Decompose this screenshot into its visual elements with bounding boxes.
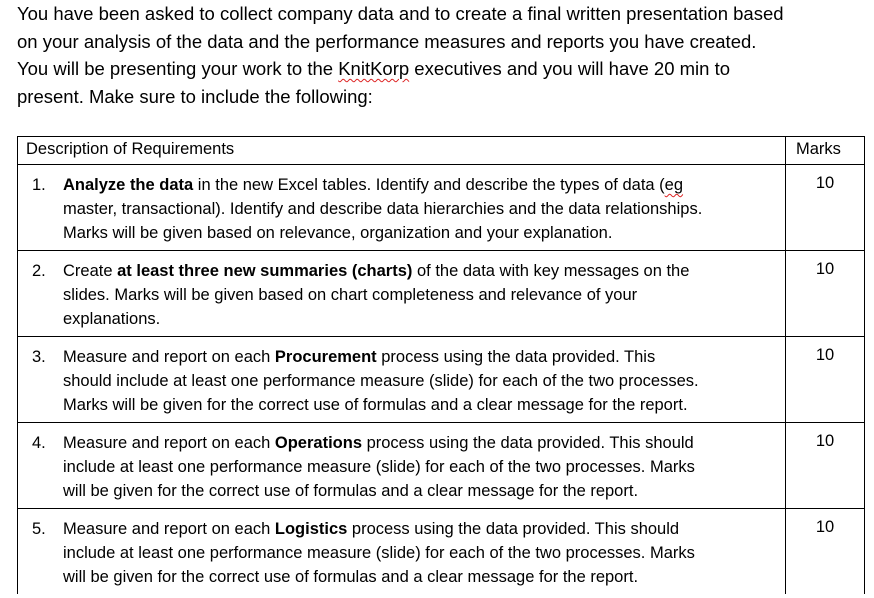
- table-row: [18, 509, 865, 595]
- description-header: Description of Requirements: [18, 137, 786, 165]
- requirement-line: [63, 283, 777, 307]
- requirement-marks: 10: [786, 509, 865, 595]
- requirement-segment: Marks will be given for the correct use of formulas and a clear message for the report.: [63, 396, 688, 414]
- requirement-line: [63, 455, 777, 479]
- requirement-segment: master, transactional). Identify and describe data hierarchies and the data relationships.: [63, 200, 703, 218]
- requirement-segment: Marks will be given based on relevance, organization and your explanation.: [63, 224, 613, 242]
- requirement-segment: of the data with key messages on the: [412, 262, 690, 280]
- table-row: [18, 251, 865, 337]
- requirement-marks: 10: [786, 251, 865, 337]
- requirement-segment: process using the data provided. This should: [362, 434, 694, 452]
- requirement-segment: Measure and report on each: [63, 520, 275, 538]
- emphasis-text: at least three new summaries (charts): [117, 262, 413, 280]
- requirements-table: [17, 136, 865, 594]
- requirement-text: [63, 259, 777, 331]
- requirement-line: [63, 369, 777, 393]
- requirement-segment: in the new Excel tables. Identify and describe the types of data (: [193, 176, 665, 194]
- requirement-line: [63, 565, 777, 589]
- requirement-item: [18, 337, 785, 417]
- requirement-marks: 10: [786, 165, 865, 251]
- requirement-description: [18, 337, 786, 423]
- marks-header: Marks: [786, 137, 865, 165]
- requirement-item: [18, 165, 785, 245]
- requirement-line: [63, 197, 777, 221]
- requirement-text: [63, 517, 777, 589]
- requirement-line: [63, 221, 777, 245]
- intro-text: You will be presenting your work to the: [17, 58, 339, 79]
- requirement-line: [63, 393, 777, 417]
- requirement-number: 3.: [32, 348, 46, 366]
- company-name: KnitKorp: [338, 58, 410, 79]
- intro-paragraph: [17, 0, 867, 110]
- requirement-line: [63, 479, 777, 503]
- emphasis-text: Operations: [274, 434, 362, 452]
- requirement-segment: slides. Marks will be given based on chart completeness and relevance of your: [63, 286, 638, 304]
- requirement-marks: 10: [786, 423, 865, 509]
- requirement-segment: process using the data provided. This: [376, 348, 656, 366]
- requirement-line: [63, 345, 777, 369]
- requirement-segment: Measure and report on each: [63, 348, 275, 366]
- requirement-line: [63, 259, 777, 283]
- intro-line: on your analysis of the data and the performance measures and reports you have created.: [17, 30, 757, 52]
- emphasis-text: Procurement: [274, 348, 377, 366]
- intro-line: You have been asked to collect company data and to create a final written presentation based: [17, 3, 784, 24]
- requirement-line: [63, 517, 777, 541]
- requirement-number: 2.: [32, 262, 46, 280]
- requirement-number: 5.: [32, 520, 46, 538]
- emphasis-text: Logistics: [274, 520, 348, 538]
- requirement-line: [63, 431, 777, 455]
- requirement-description: [18, 509, 786, 595]
- intro-line: [17, 55, 867, 83]
- requirement-line: [63, 173, 777, 197]
- requirement-segment: Create: [63, 262, 118, 280]
- requirement-segment: include at least one performance measure (slide) for each of the two processes. Marks: [63, 544, 695, 562]
- table-row: [18, 165, 865, 251]
- requirement-line: [63, 541, 777, 565]
- requirement-item: [18, 423, 785, 503]
- requirement-segment: will be given for the correct use of formulas and a clear message for the report.: [63, 568, 639, 586]
- requirement-segment: should include at least one performance measure (slide) for each of the two processes.: [63, 372, 699, 390]
- requirement-item: [18, 509, 785, 589]
- requirement-description: [18, 423, 786, 509]
- requirement-description: [18, 165, 786, 251]
- requirement-marks: 10: [786, 337, 865, 423]
- requirement-text: [63, 173, 777, 245]
- intro-line: present. Make sure to include the following:: [17, 85, 373, 107]
- requirement-text: [63, 345, 777, 417]
- requirement-description: [18, 251, 786, 337]
- requirement-segment: eg: [664, 176, 684, 194]
- requirement-segment: include at least one performance measure (slide) for each of the two processes. Marks: [63, 458, 695, 476]
- requirement-segment: process using the data provided. This should: [347, 520, 680, 538]
- requirement-segment: explanations.: [63, 310, 161, 328]
- intro-text: executives and you will have 20 min to: [409, 58, 731, 79]
- requirement-line: [63, 307, 777, 331]
- emphasis-text: Analyze the data: [63, 176, 194, 194]
- requirement-number: 4.: [32, 434, 46, 452]
- requirement-number: 1.: [32, 176, 46, 194]
- requirement-segment: will be given for the correct use of formulas and a clear message for the report.: [63, 482, 639, 500]
- requirement-segment: Measure and report on each: [63, 434, 275, 452]
- table-header-row: [18, 137, 865, 165]
- table-row: [18, 337, 865, 423]
- requirement-text: [63, 431, 777, 503]
- requirement-item: [18, 251, 785, 331]
- table-row: [18, 423, 865, 509]
